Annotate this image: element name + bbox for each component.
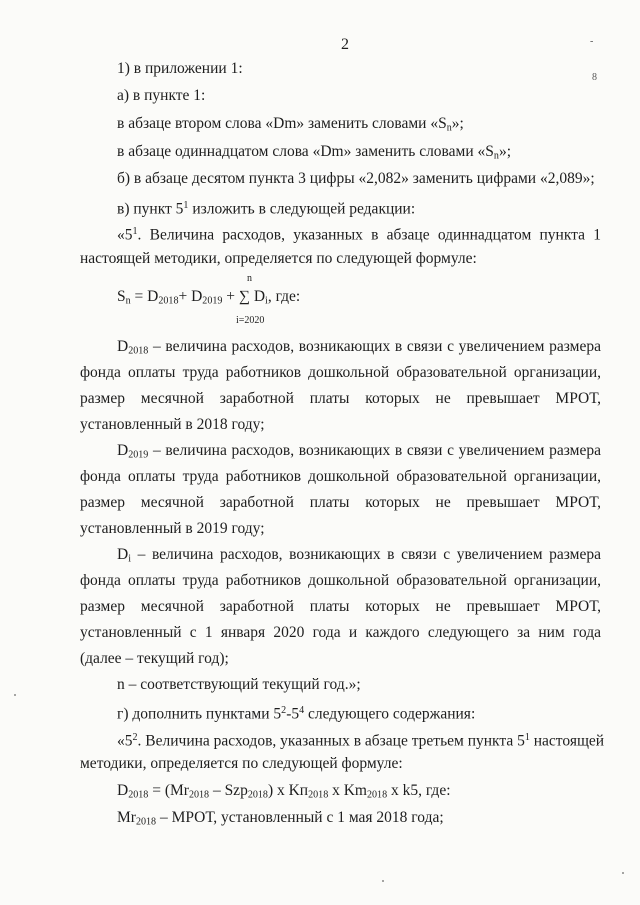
para-d2019-line1: $D_{2019}$ – величина расходов, возникающих в связи с увеличением размера [117,442,601,461]
scan-speck [382,880,384,882]
line-point-b: б) в абзаце десятом пункта 3 цифры «2,082» заменить цифрами «2,089»; [117,170,595,187]
para-d2019-line2: фонда оплаты труда работников дошкольной образовательной организации, [80,468,601,485]
formula1: $S_n = D_{2018}+ D_{2019}$ + ∑ $D_i$, где: [117,288,301,307]
line-point-a: а) в пункте 1: [117,87,206,104]
formula1-sum-lower: i=2020 [236,315,265,326]
para-d2019-line4: установленный в 2019 году; [80,520,265,537]
line-abzac-2: в абзаце втором слова «Dm» заменить словами «$S_n$»; [117,115,464,134]
para-5-2-line1: «$5^2$. Величина расходов, указанных в абзаце третьем пункта $5^1$ настоящей [117,732,605,750]
para-d2018-line2: фонда оплаты труда работников дошкольной образовательной организации, [80,364,601,381]
para-d2018-line1: $D_{2018}$ – величина расходов, возникающих в связи с увеличением размера [117,338,601,357]
para-5-2-line2: методики, определяется по следующей формуле: [80,755,403,772]
formula2: $D_{2018} = (Mr_{2018} - Szp_{2018})$ x $Kп_{2018}$ x $Km_{2018}$ x k5, где: [117,782,451,801]
para-di-line3: размер месячной заработной платы которых не превышает МРОТ, [80,598,601,615]
para-d2018-line3: размер месячной заработной платы которых не превышает МРОТ, [80,390,601,407]
line-n-definition: n – соответствующий текущий год.»; [117,676,361,693]
line-abzac-11: в абзаце одиннадцатом слова «Dm» заменить словами «$S_n$»; [117,143,511,162]
para-di-line5: (далее – текущий год); [80,650,229,667]
para-5-1-line1: «$5^1$. Величина расходов, указанных в абзаце одиннадцатом пункта 1 [117,226,601,244]
para-d2019-line3: размер месячной заработной платы которых не превышает МРОТ, [80,494,601,511]
para-5-1-line2: настоящей методики, определяется по следующей формуле: [80,250,477,267]
line-mr-definition: $Mr_{2018}$ – МРОТ, установленный с 1 мая 2018 года; [117,809,444,828]
para-di-line2: фонда оплаты труда работников дошкольной образовательной организации, [80,572,601,589]
corner-mark: - [590,36,594,47]
line-annex: 1) в приложении 1: [117,60,243,77]
page-number: 2 [341,36,349,53]
formula1-sum-upper: n [247,273,252,284]
line-point-v: в) пункт $5^1$ изложить в следующей редакции: [117,200,416,218]
line-point-g: г) дополнить пунктами $5^2-5^4$ следующего содержания: [117,705,476,723]
side-mark: 8 [592,72,597,83]
para-d2018-line4: установленный в 2018 году; [80,416,265,433]
para-di-line1: $D_i$ – величина расходов, возникающих в связи с увеличением размера [117,546,601,565]
scan-speck [14,694,16,696]
para-di-line4: установленный с 1 января 2020 года и каждого следующего за ним года [80,624,601,641]
scan-speck [622,872,624,874]
